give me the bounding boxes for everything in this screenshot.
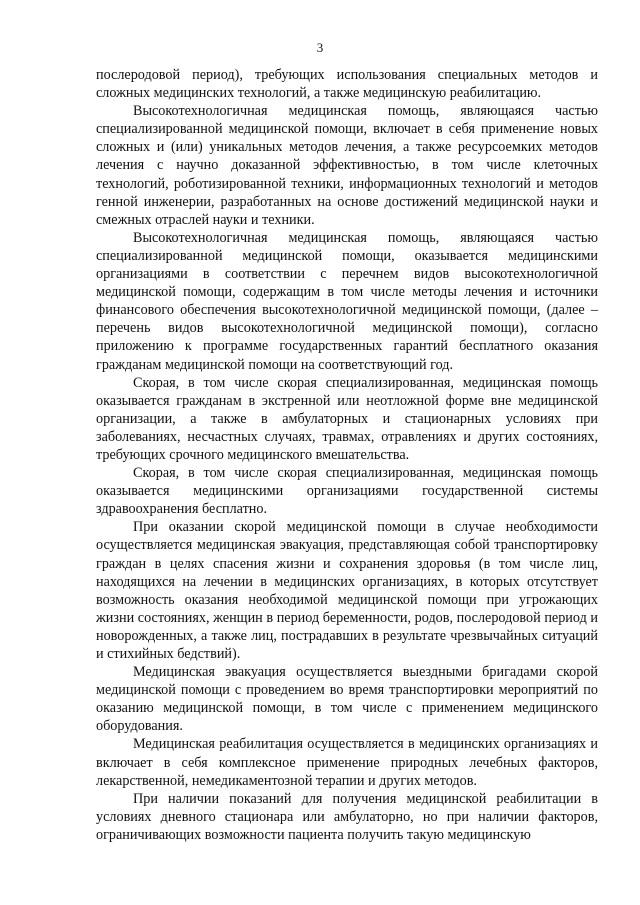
paragraph-emergency-care: Скорая, в том числе скорая специализированная, медицинская помощь оказывается гражданам в экстренной или неотложной форме вне медицинской организации, а также в амбулаторных и стационарных условиях при заболеваниях, несчастных случаях, травмах, отравлениях и других состояниях, требующих срочного медицинского вмешательства. xyxy=(96,374,598,463)
paragraph-medical-evacuation: При оказании скорой медицинской помощи в случае необходимости осуществляется медицинская эвакуация, представляющая собой транспортировку граждан в целях спасения жизни и сохранения здоровья (в том числе лиц, находящихся на лечении в медицинских организациях, в которых отсутствует возможность оказания необходимой медицинской помощи при угрожающих жизни состояниях, женщин в период беременности, родов, послеродовой период и новорожденных, а также лиц, пострадавших в результате чрезвычайных ситуаций и стихийных бедствий). xyxy=(96,519,598,662)
paragraph-rehabilitation: Медицинская реабилитация осуществляется в медицинских организациях и включает в себя комплексное применение природных лечебных факторов, лекарственной, немедикаментозной терапии и других методов. xyxy=(96,736,598,789)
paragraph-continuation: послеродовой период), требующих использования специальных методов и сложных медицинских технологий, а также медицинскую реабилитацию. xyxy=(96,67,598,102)
paragraph-evacuation-teams: Медицинская эвакуация осуществляется выездными бригадами скорой медицинской помощи с проведением во время транспортировки мероприятий по оказанию медицинской помощи, в том числе с применением медицинского оборудования. xyxy=(96,664,598,735)
paragraph-emergency-care-free: Скорая, в том числе скорая специализированная, медицинская помощь оказывается медицинскими организациями государственной системы здравоохранения бесплатно. xyxy=(96,465,598,518)
paragraph-rehabilitation-indications: При наличии показаний для получения медицинской реабилитации в условиях дневного стационара или амбулаторно, но при наличии факторов, ограничивающих возможности пациента получить такую медицинскую xyxy=(96,790,598,843)
document-body xyxy=(96,66,598,844)
paragraph-high-tech-care-definition: Высокотехнологичная медицинская помощь, являющаяся частью специализированной медицинской помощи, включает в себя применение новых сложных и (или) уникальных методов лечения, а также ресурсоемких методов лечения с научно доказанной эффективностью, в том числе клеточных технологий, роботизированной техники, информационных технологий и методов генной инженерии, разработанных на основе достижений медицинской науки и смежных отраслей науки и техники. xyxy=(96,103,598,228)
paragraph-high-tech-care-list: Высокотехнологичная медицинская помощь, являющаяся частью специализированной медицинской помощи, оказывается медицинскими организациями в соответствии с перечнем видов высокотехнологичной медицинской помощи, содержащим в том числе методы лечения и источники финансового обеспечения высокотехнологичной медицинской помощи, (далее – перечень видов высокотехнологичной медицинской помощи), согласно приложению к программе государственных гарантий бесплатного оказания гражданам медицинской помощи на соответствующий год. xyxy=(96,229,598,373)
page-number: 3 xyxy=(316,40,324,55)
